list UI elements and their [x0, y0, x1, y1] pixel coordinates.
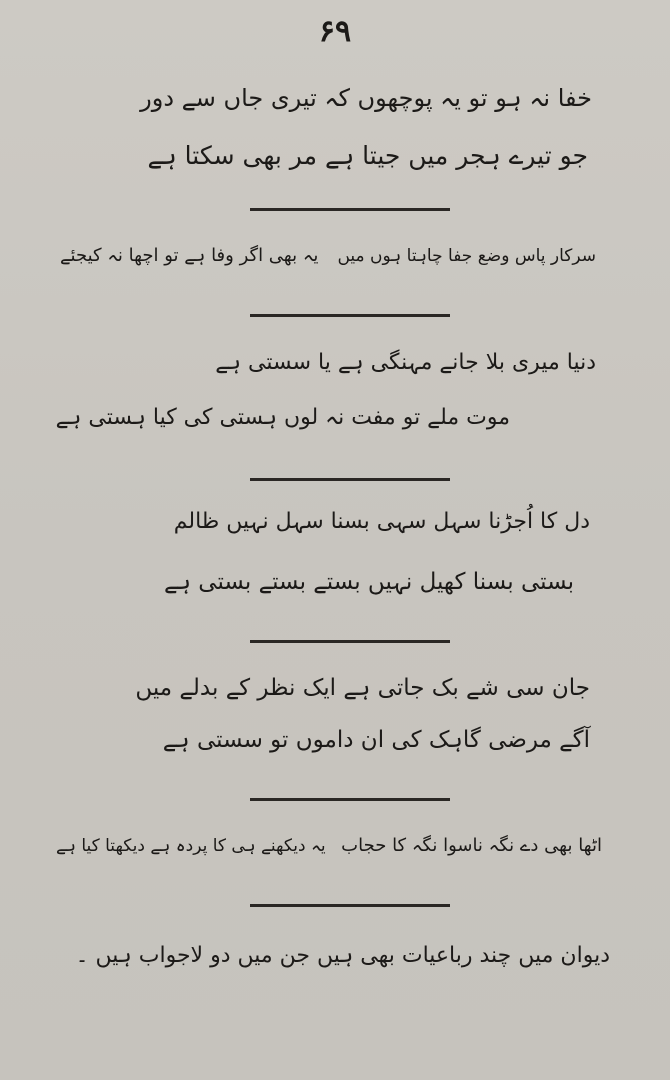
page-number: ۶۹: [318, 14, 352, 49]
divider-4: [250, 640, 450, 643]
couplet-4-line-1: دل کا اُجڑنا سہل سہی بسنا سہل نہیں ظالم: [173, 509, 590, 534]
divider-3: [250, 478, 450, 481]
couplet-1-line-1: خفا نہ ہو تو یہ پوچھوں کہ تیری جاں سے دور: [140, 84, 592, 112]
couplet-4-line-2: بستی بسنا کھیل نہیں بستے بستے بستی ہے: [164, 569, 574, 595]
couplet-3-line-1: دنیا میری بلا جانے مہنگی ہے یا سستی ہے: [215, 350, 596, 375]
couplet-5-line-1: جان سی شے بک جاتی ہے ایک نظر کے بدلے میں: [135, 675, 590, 701]
couplet-6-hemistich-right: اٹھا بھی دے نگہ ناسوا نگہ کا حجاب: [341, 835, 602, 856]
divider-5: [250, 798, 450, 801]
divider-1: [250, 208, 450, 211]
couplet-5-line-2: آگے مرضی گاہک کی ان داموں تو سستی ہے: [162, 727, 590, 753]
couplet-2-hemistich-left: یہ بھی اگر وفا ہے تو اچھا نہ کیجئے: [60, 245, 319, 266]
couplet-3-line-2: موت ملے تو مفت نہ لوں ہستی کی کیا ہستی ہے: [55, 405, 510, 430]
footer-note: دیوان میں چند رباعیات بھی ہیں جن میں دو لاجواب ہیں ۔: [75, 943, 610, 968]
couplet-6-hemistich-left: یہ دیکھنے ہی کا پردہ ہے دیکھتا کیا ہے: [56, 836, 326, 856]
couplet-1-line-2: جو تیرے ہجر میں جیتا ہے مر بھی سکتا ہے: [147, 141, 588, 170]
divider-2: [250, 314, 450, 317]
divider-6: [250, 904, 450, 907]
couplet-2-hemistich-right: سرکار پاس وضع جفا چاہتا ہوں میں: [337, 246, 596, 266]
